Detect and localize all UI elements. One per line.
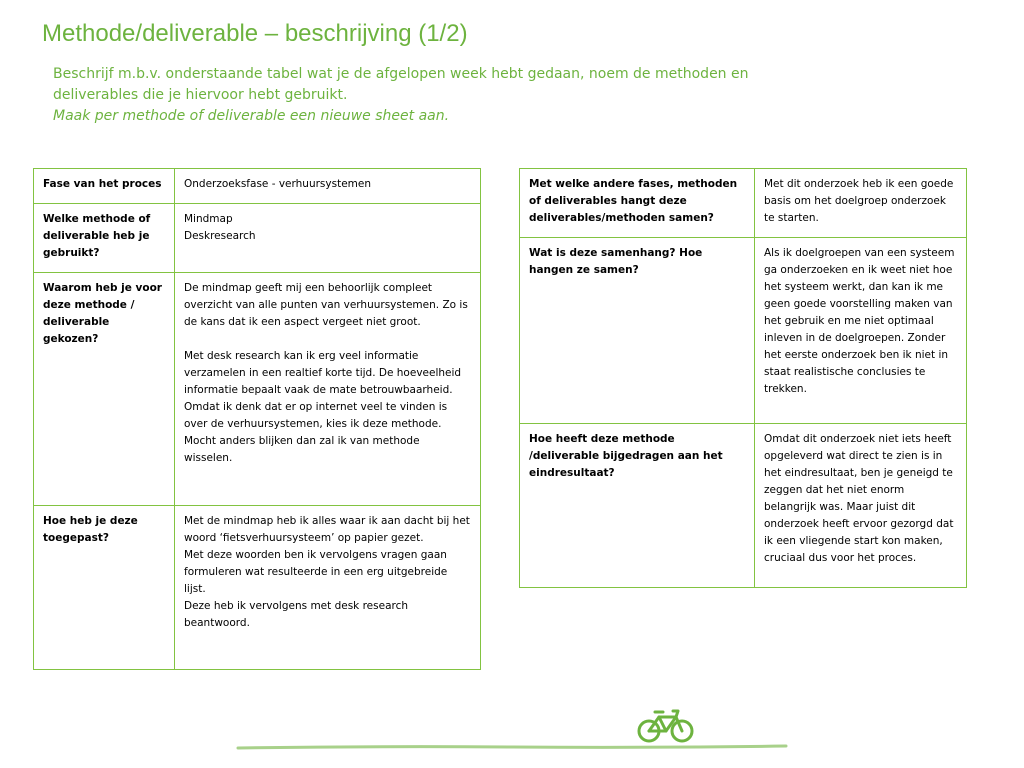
table-row [34,169,481,204]
bicycle-icon [236,700,788,760]
table-row [34,204,481,273]
row-question: Hoe heb je deze toegepast? [34,506,175,670]
row-answer: Met dit onderzoek heb ik een goede basis om het doelgroep onderzoek te starten. [755,169,967,238]
slide-instructions [53,64,813,127]
row-answer: De mindmap geeft mij een behoorlijk compleet overzicht van alle punten van verhuursystemen. Zo is de kans dat ik een aspect vergeet niet groot. Met desk research kan ik erg veel informatie verzamelen in een realtief korte tijd. De hoeveelheid informatie bepaalt vaak de mate betrouwbaarheid. Omdat ik denk dat er op internet veel te vinden is over de verhuursystemen, kies ik deze methode. Mocht anders blijken dan zal ik van methode wisselen. [175,273,481,506]
method-table-left [33,168,481,670]
table-row [34,506,481,670]
row-answer: Als ik doelgroepen van een systeem ga onderzoeken en ik weet niet hoe het systeem werkt, dan kan ik me geen goede voorstelling maken van het gebruik en me niet optimaal inleven in de doelgroepen. Zonder het eerste onderzoek ben ik niet in staat realistische conclusies te trekken. [755,238,967,424]
table-row [520,424,967,588]
footer-decoration [236,700,788,760]
slide-title: Methode/deliverable – beschrijving (1/2) [42,20,468,47]
table-row [34,273,481,506]
row-answer: Omdat dit onderzoek niet iets heeft opgeleverd wat direct te zien is in het eindresultaat, ben je geneigd te zeggen dat het niet enorm belangrijk was. Maar juist dit onderzoek heeft ervoor gezorgd dat ik een vliegende start kon maken, cruciaal dus voor het proces. [755,424,967,588]
row-question: Hoe heeft deze methode /deliverable bijgedragen aan het eindresultaat? [520,424,755,588]
table-row [520,169,967,238]
instruction-note: Maak per methode of deliverable een nieuwe sheet aan. [53,108,450,124]
row-question: Fase van het proces [34,169,175,204]
row-question: Waarom heb je voor deze methode / deliverable gekozen? [34,273,175,506]
row-question: Welke methode of deliverable heb je gebruikt? [34,204,175,273]
row-answer: Onderzoeksfase - verhuursystemen [175,169,481,204]
row-answer: Met de mindmap heb ik alles waar ik aan dacht bij het woord ‘fietsverhuursysteem’ op papier gezet. Met deze woorden ben ik vervolgens vragen gaan formuleren wat resulteerde in een erg uitgebreide lijst. Deze heb ik vervolgens met desk research beantwoord. [175,506,481,670]
row-question: Wat is deze samenhang? Hoe hangen ze samen? [520,238,755,424]
row-question: Met welke andere fases, methoden of deliverables hangt deze deliverables/methoden samen? [520,169,755,238]
row-answer: Mindmap Deskresearch [175,204,481,273]
instruction-text: Beschrijf m.b.v. onderstaande tabel wat je de afgelopen week hebt gedaan, noem de methoden en deliverables die je hiervoor hebt gebruikt. [53,66,749,103]
method-table-right [519,168,967,588]
table-row [520,238,967,424]
